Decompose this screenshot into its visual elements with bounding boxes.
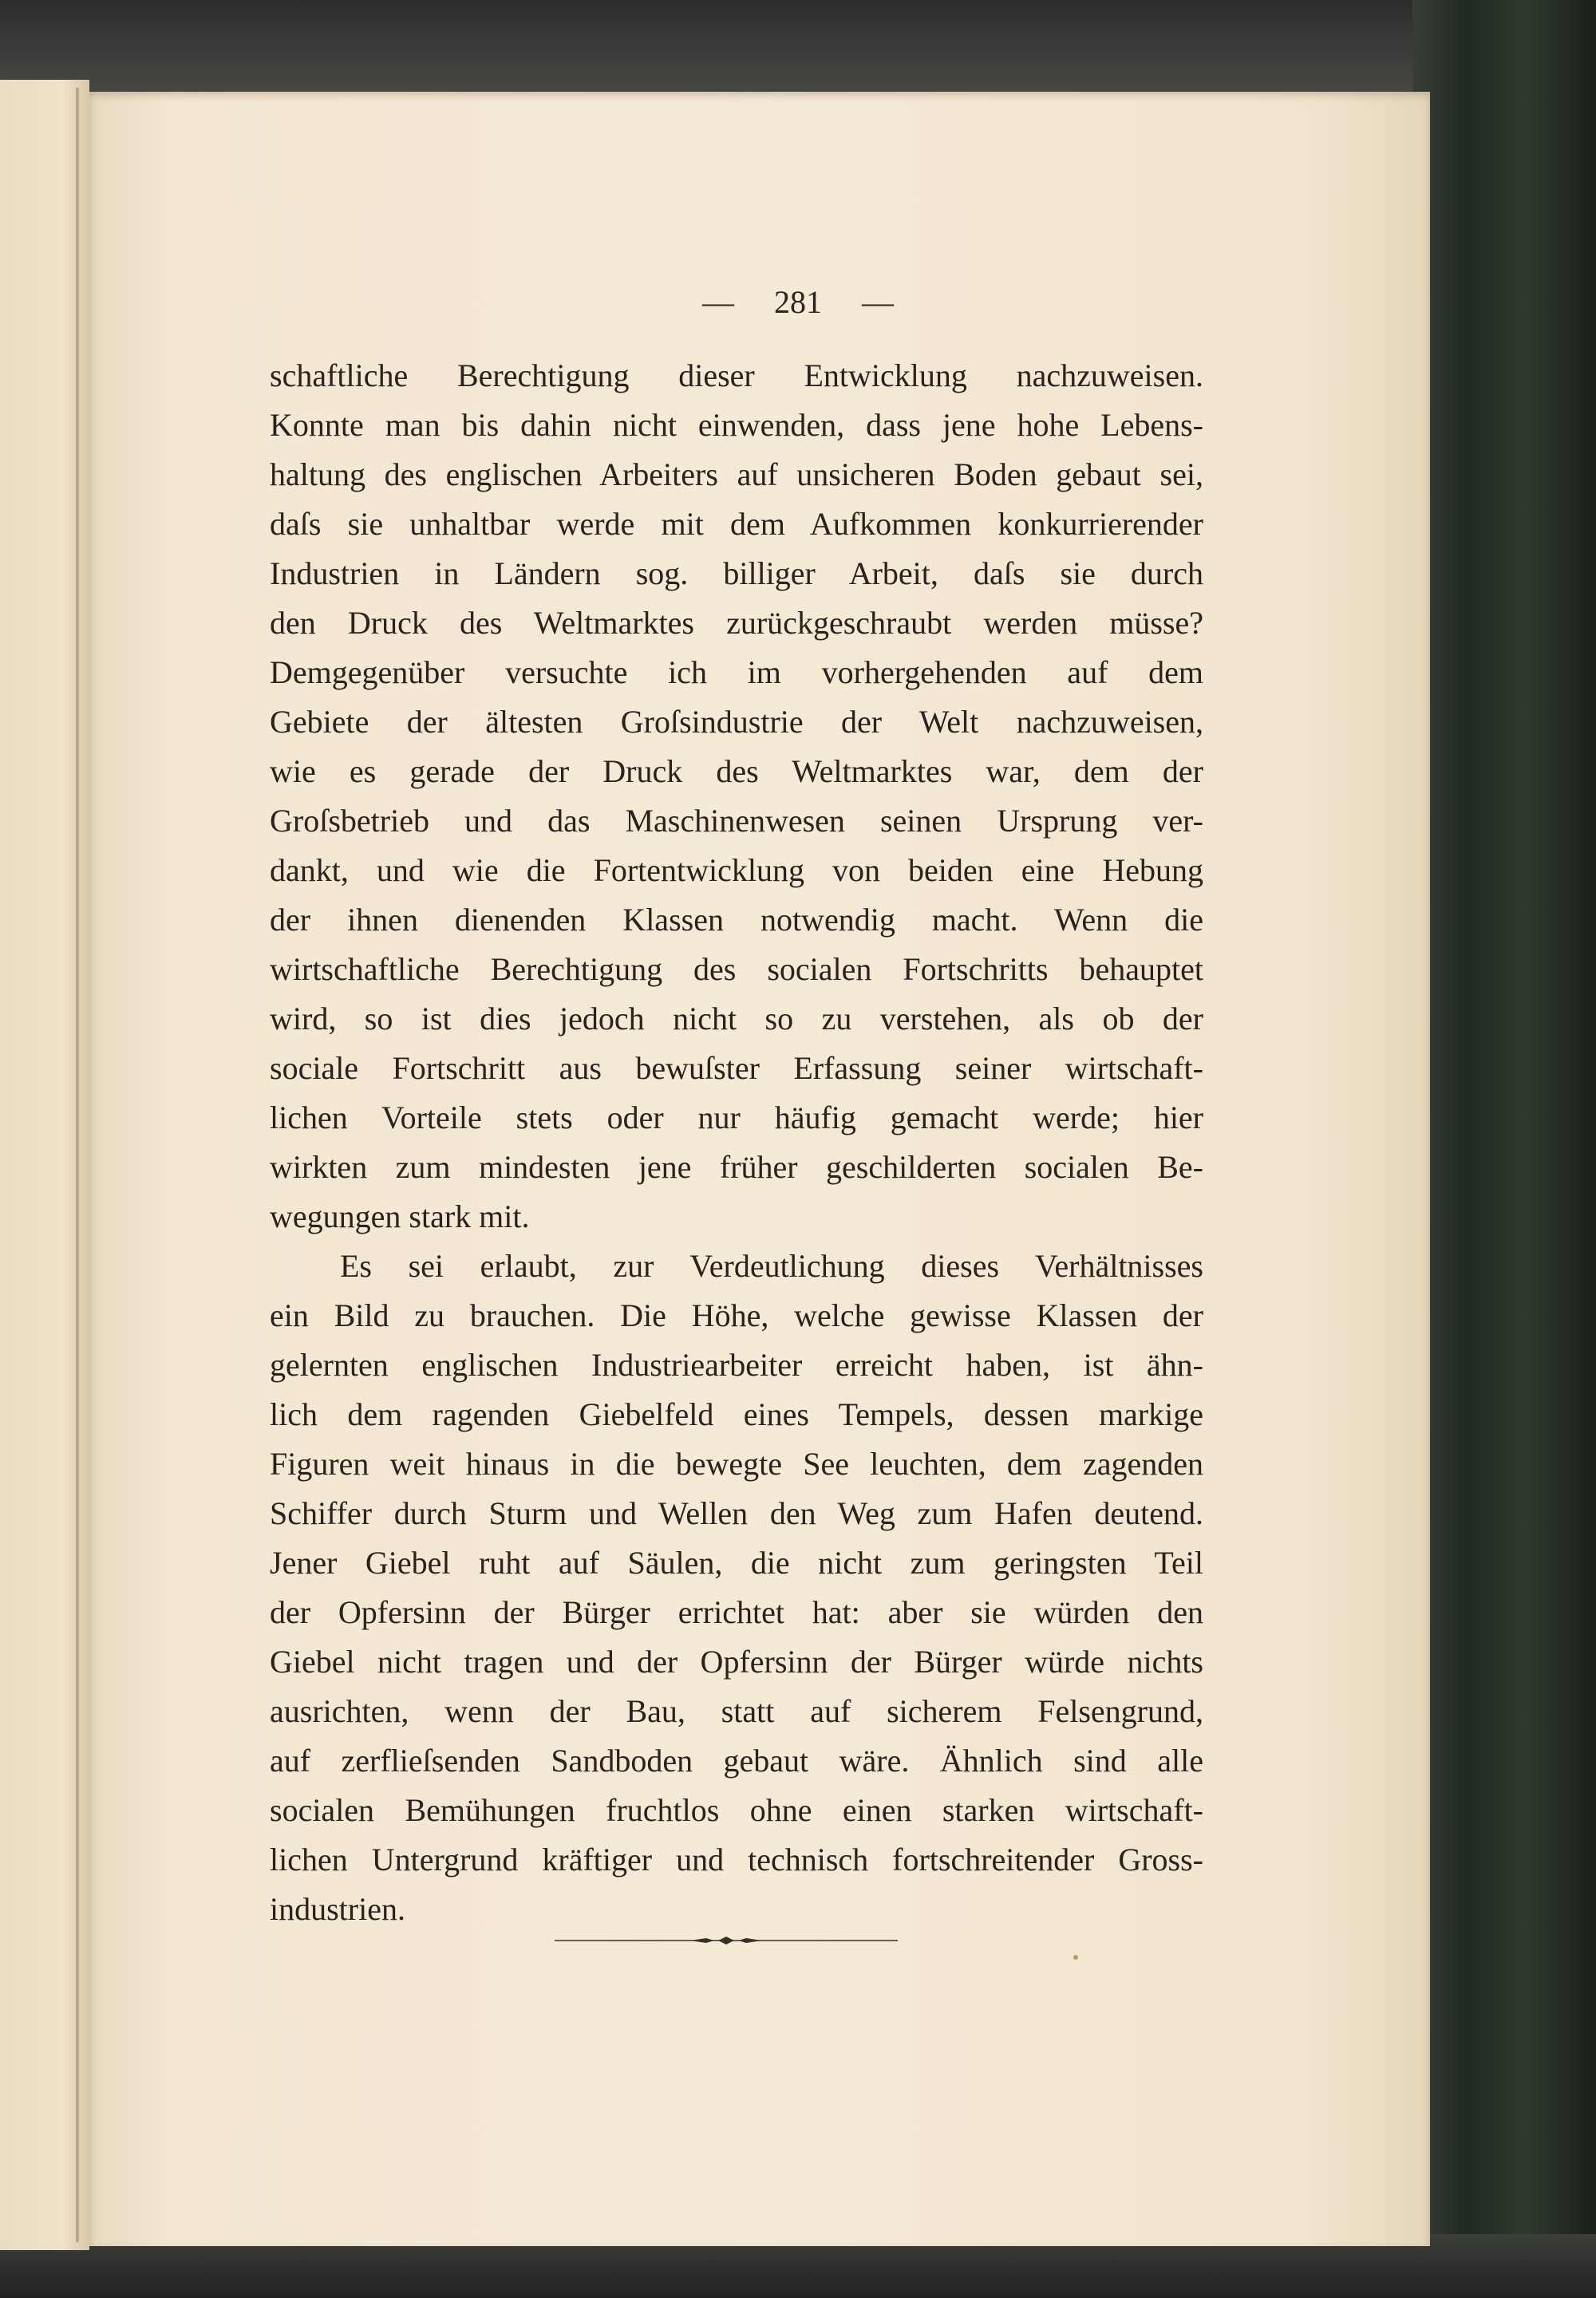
text-line: der Opfersinn der Bürger errichtet hat: aber sie würden den — [270, 1594, 1203, 1630]
text-line: Industrien in Ländern sog. billiger Arbeit, daſs sie durch — [270, 555, 1203, 591]
text-line: Gebiete der ältesten Groſsindustrie der Welt nachzuweisen, — [270, 704, 1203, 740]
ornamental-rule — [555, 1935, 898, 1946]
text-line: Giebel nicht tragen und der Opfersinn der Bürger würde nichts — [270, 1644, 1203, 1680]
page-number: 281 — [774, 284, 822, 320]
page-gutter — [76, 88, 79, 2242]
text-line: Jener Giebel ruht auf Säulen, die nicht zum geringsten Teil — [270, 1545, 1203, 1581]
text-line: schaftliche Berechtigung dieser Entwicklung nachzuweisen. — [270, 357, 1203, 393]
text-line: wirtschaftliche Berechtigung des socialen Fortschritts behauptet — [270, 951, 1203, 987]
text-line: der ihnen dienenden Klassen notwendig macht. Wenn die — [270, 902, 1203, 938]
text-line: daſs sie unhaltbar werde mit dem Aufkommen konkurrierender — [270, 506, 1203, 542]
page-header — [0, 283, 1596, 321]
text-line: wirkten zum mindesten jene früher geschilderten socialen Be- — [270, 1149, 1203, 1185]
text-line: Konnte man bis dahin nicht einwenden, dass jene hohe Lebens- — [270, 407, 1203, 443]
dash-left: — — [702, 284, 734, 320]
text-line: dankt, und wie die Fortentwicklung von beiden eine Hebung — [270, 852, 1203, 888]
text-line: Demgegenüber versuchte ich im vorhergehenden auf dem — [270, 654, 1203, 690]
text-line: wie es gerade der Druck des Weltmarktes war, dem der — [270, 753, 1203, 789]
text-line: den Druck des Weltmarktes zurückgeschraubt werden müsse? — [270, 605, 1203, 641]
text-line: Figuren weit hinaus in die bewegte See leuchten, dem zagenden — [270, 1446, 1203, 1482]
text-line: industrien. — [270, 1891, 405, 1927]
text-line: gelernten englischen Industriearbeiter erreicht haben, ist ähn- — [270, 1347, 1203, 1383]
text-line: lichen Vorteile stets oder nur häufig gemacht werde; hier — [270, 1100, 1203, 1135]
text-line: wird, so ist dies jedoch nicht so zu verstehen, als ob der — [270, 1001, 1203, 1036]
text-line: Groſsbetrieb und das Maschinenwesen seinen Ursprung ver- — [270, 803, 1203, 839]
text-line: socialen Bemühungen fruchtlos ohne einen starken wirtschaft- — [270, 1792, 1203, 1828]
text-line: ein Bild zu brauchen. Die Höhe, welche gewisse Klassen der — [270, 1297, 1203, 1333]
text-line: lichen Untergrund kräftiger und technisch fortschreitender Gross- — [270, 1842, 1203, 1877]
paper-spot — [1073, 1955, 1078, 1960]
book-cover-top — [0, 0, 1596, 104]
text-line: haltung des englischen Arbeiters auf unsicheren Boden gebaut sei, — [270, 456, 1203, 492]
text-line: auf zerflieſsenden Sandboden gebaut wäre. Ähnlich sind alle — [270, 1743, 1203, 1779]
book-cover-spine — [1412, 0, 1596, 2298]
text-line: Schiffer durch Sturm und Wellen den Weg zum Hafen deutend. — [270, 1495, 1203, 1531]
dash-right: — — [862, 284, 894, 320]
text-line: Es sei erlaubt, zur Verdeutlichung dieses Verhältnisses — [340, 1248, 1203, 1284]
text-line: wegungen stark mit. — [270, 1198, 530, 1234]
text-line: lich dem ragenden Giebelfeld eines Tempels, dessen markige — [270, 1396, 1203, 1432]
body-text — [270, 351, 1203, 1934]
text-line: ausrichten, wenn der Bau, statt auf sicherem Felsengrund, — [270, 1693, 1203, 1729]
text-line: sociale Fortschritt aus bewuſster Erfassung seiner wirtschaft- — [270, 1050, 1203, 1086]
